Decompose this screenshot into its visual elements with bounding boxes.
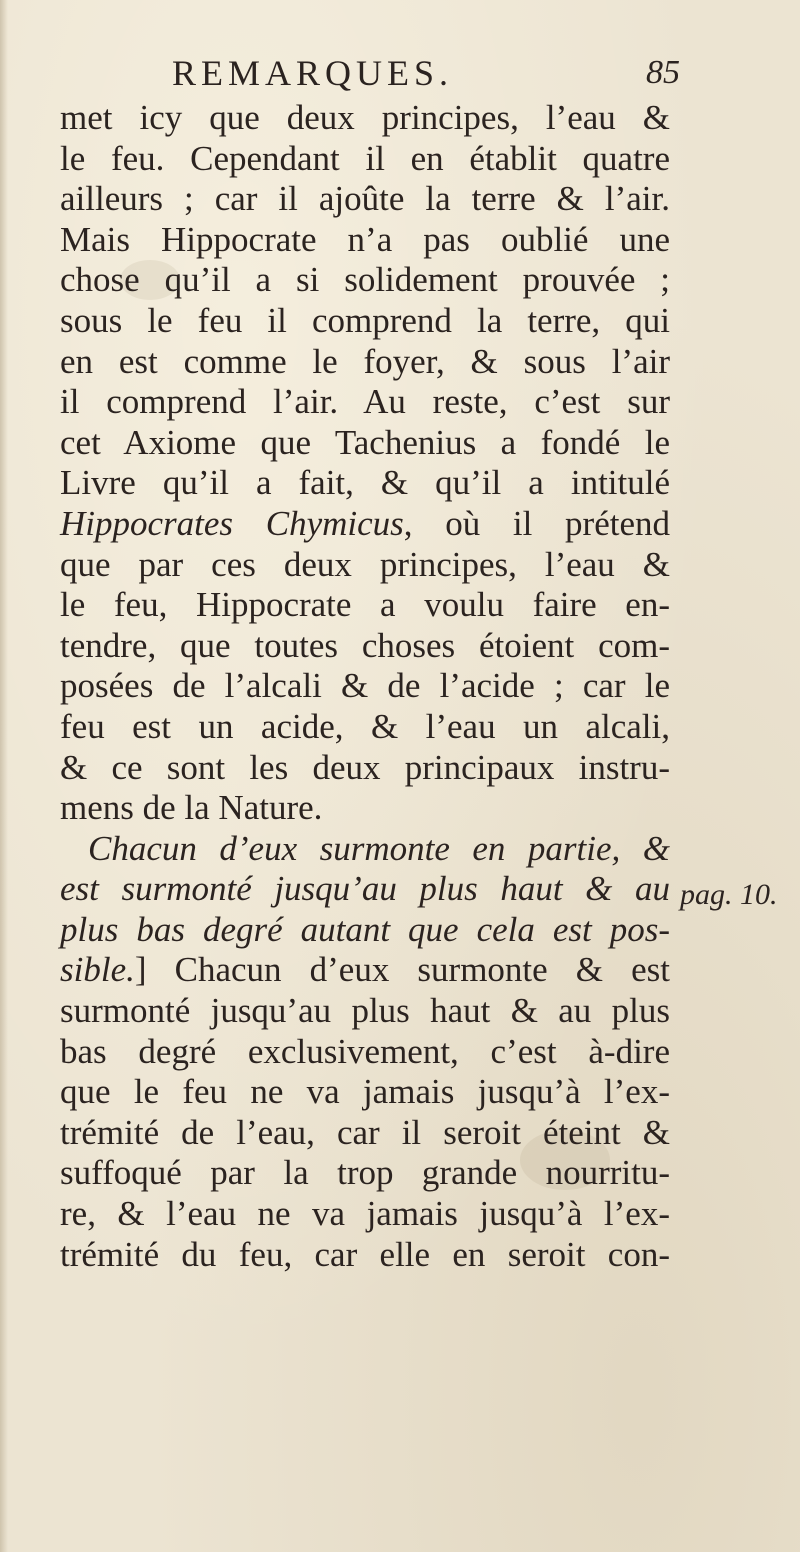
text-line: mens de la Nature. (60, 788, 323, 828)
text-line: bas degré exclusivement, c’est à-dire (60, 1031, 670, 1071)
page-header (60, 48, 680, 96)
text-line: cet Axiome que Tachenius a fondé le (60, 422, 670, 462)
text-line: trémité du feu, car elle en seroit con- (60, 1234, 670, 1274)
text-line: suffoqué par la trop grande nourritu- (60, 1153, 670, 1193)
text-line: le feu. Cependant il en établit quatre (60, 138, 670, 178)
text-line: Chacun d’eux surmonte en partie, & (88, 828, 670, 868)
running-title: REMARQUES. (172, 53, 454, 93)
text-line: que le feu ne va jamais jusqu’à l’ex- (60, 1072, 670, 1112)
roman-run: , où il prétend (403, 503, 670, 543)
text-line: que par ces deux principes, l’eau & (60, 544, 670, 584)
text-line: est surmonté jusqu’au plus haut & au (60, 869, 670, 909)
italic-run: sible. (60, 950, 135, 990)
text-line: sous le feu il comprend la terre, qui (60, 300, 670, 340)
text-line (60, 504, 670, 545)
text-line: met icy que deux principes, l’eau & (60, 98, 670, 137)
page-number: 85 (646, 54, 680, 91)
roman-run: ] Chacun d’eux surmonte & est (134, 950, 670, 990)
text-line: surmonté jusqu’au plus haut & au plus (60, 991, 670, 1031)
page-gutter (0, 0, 8, 1552)
text-line: il comprend l’air. Au reste, c’est sur (60, 382, 670, 422)
text-line: re, & l’eau ne va jamais jusqu’à l’ex- (60, 1194, 670, 1234)
text-line: Mais Hippocrate n’a pas oublié une (60, 219, 670, 259)
text-line: tendre, que toutes choses étoient com- (60, 625, 670, 665)
text-line: plus bas degré autant que cela est pos- (60, 909, 670, 949)
text-line: en est comme le foyer, & sous l’air (60, 341, 670, 381)
margin-note: pag. 10. (680, 878, 778, 911)
text-line: trémité de l’eau, car il seroit éteint & (60, 1112, 670, 1152)
text-line (60, 950, 670, 991)
text-line: & ce sont les deux principaux instru- (60, 747, 670, 787)
text-line: Livre qu’il a fait, & qu’il a intitulé (60, 463, 670, 503)
text-line: le feu, Hippocrate a voulu faire en- (60, 585, 670, 625)
italic-run: Hippocrates Chymicus (60, 503, 404, 543)
body-text (60, 98, 670, 1275)
text-line: ailleurs ; car il ajoûte la terre & l’air. (60, 179, 670, 219)
text-line: feu est un acide, & l’eau un alcali, (60, 706, 670, 746)
text-line: posées de l’alcali & de l’acide ; car le (60, 666, 670, 706)
text-line: chose qu’il a si solidement prouvée ; (60, 260, 670, 300)
